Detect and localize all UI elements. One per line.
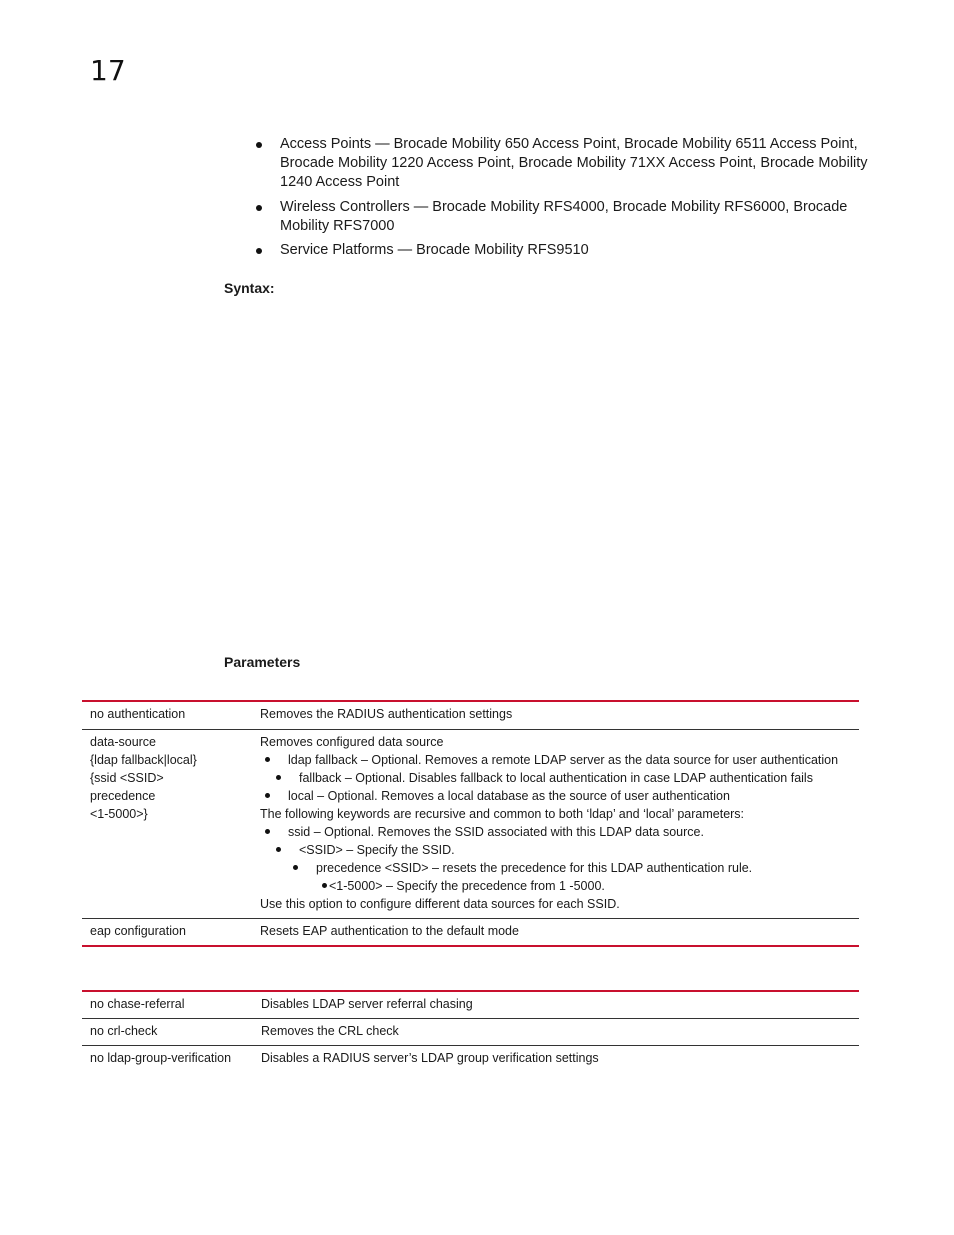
parameters-heading: Parameters [224,654,301,670]
list-item: <1-5000> – Specify the precedence from 1 -5000. [260,877,859,895]
param-keyword: no authentication [90,707,186,721]
syntax-heading: Syntax: [224,280,275,296]
list-item: Service Platforms — Brocade Mobility RFS9510 [256,241,871,260]
supported-devices-list [256,135,871,266]
list-item: <SSID> – Specify the SSID. [260,841,859,859]
table-row [82,1019,859,1046]
param-keyword: no crl-check [82,1019,261,1046]
list-item: precedence <SSID> – resets the precedence for this LDAP authentication rule. [260,859,859,877]
param-description: Removes the RADIUS authentication settings [260,707,513,721]
table-row [82,701,859,730]
table-row [82,991,859,1019]
table-row [82,1046,859,1073]
param-description: Disables LDAP server referral chasing [261,997,473,1011]
table-row [82,730,859,919]
param-keyword: eap configuration [82,919,260,947]
list-item: local – Optional. Removes a local database as the source of user authentication [260,787,859,805]
param-description: Disables a RADIUS server’s LDAP group verification settings [261,1046,859,1073]
parameters-table-no-ldap [82,990,859,1072]
list-item: ldap fallback – Optional. Removes a remote LDAP server as the data source for user authentication [260,751,859,769]
list-item: Access Points — Brocade Mobility 650 Access Point, Brocade Mobility 6511 Access Point, Brocade Mobility 1220 Access Point, Brocade Mobility 71XX Access Point, Brocade Mobility 1240 Access Point [256,135,871,192]
parameters-table-no [82,700,859,947]
param-description: Resets EAP authentication to the default mode [260,919,859,947]
list-item: Wireless Controllers — Brocade Mobility RFS4000, Brocade Mobility RFS6000, Brocade Mobility RFS7000 [256,198,871,236]
table-row [82,919,859,947]
param-keyword: no chase-referral [90,997,185,1011]
param-keyword: data-source {ldap fallback|local} {ssid <SSID> precedence <1-5000>} [82,730,260,919]
param-description: Removes configured data source ldap fallback – Optional. Removes a remote LDAP server as the data source for user authentication fallback – Optional. Disables fallback to local authentication in case LDAP authentication fails local – Optional. Removes a local database as the source of user authentication The following keywords are recursive and common to both ‘ldap’ and ‘local’ parameters: ssid – Optional. Removes the SSID associated with this LDAP data source. <SSID> – Specify the SSID. precedence <SSID> – resets the precedence for this LDAP authentication rule. <1-5000> – Specify the precedence from 1 -5000. Use this option to configure different data sources for each SSID. [260,730,859,919]
param-keyword: no ldap-group-verification [82,1046,261,1073]
list-item: fallback – Optional. Disables fallback to local authentication in case LDAP authentication fails [260,769,859,787]
chapter-number: 17 [90,54,126,87]
list-item: ssid – Optional. Removes the SSID associated with this LDAP data source. [260,823,859,841]
param-description: Removes the CRL check [261,1019,859,1046]
